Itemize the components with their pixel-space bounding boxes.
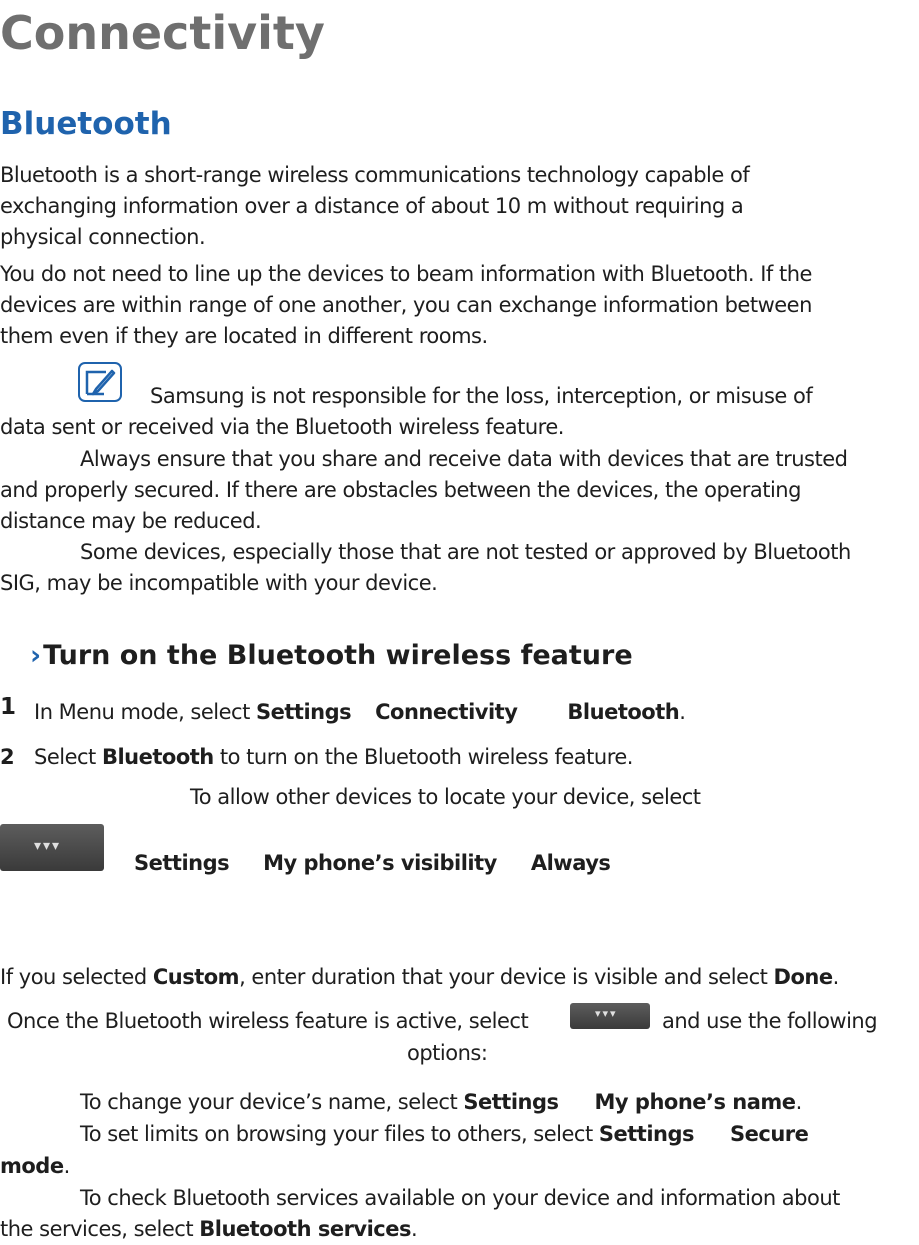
note-2-line-1: Always ensure that you share and receive data with devices that are trusted xyxy=(80,447,848,471)
step-1-text: In Menu mode, select Settings Connectivity Bluetooth. xyxy=(34,700,686,724)
option-2-line-1: To set limits on browsing your files to others, select Settings Secure xyxy=(80,1122,809,1146)
step-2-number: 2 xyxy=(0,745,15,769)
note-3-line-2: SIG, may be incompatible with your device. xyxy=(0,571,438,595)
menu-path-connectivity: Connectivity xyxy=(375,700,518,724)
option-1: To change your device’s name, select Settings My phone’s name. xyxy=(80,1090,802,1114)
option-3-line-2: the services, select Bluetooth services. xyxy=(0,1217,418,1241)
chapter-title: Connectivity xyxy=(0,6,325,60)
intro-paragraph-1: Bluetooth is a short-range wireless communications technology capable of exchanging information over a distance of about 10 m without requiring a physical connection. xyxy=(0,163,750,249)
chevron-right-icon: › xyxy=(30,640,42,671)
active-text-line-2: options: xyxy=(407,1041,488,1065)
option-2-line-2: mode. xyxy=(0,1154,70,1178)
note-2-line-2: and properly secured. If there are obstacles between the devices, the operating xyxy=(0,478,801,502)
active-text-line-1-end: and use the following xyxy=(662,1009,878,1033)
menu-path-settings: Settings xyxy=(256,700,352,724)
menu-path-bluetooth: Bluetooth xyxy=(567,700,680,724)
note-1-line-1: Samsung is not responsible for the loss, interception, or misuse of xyxy=(150,384,813,408)
section-title: Bluetooth xyxy=(0,106,172,142)
intro-paragraph-2: You do not need to line up the devices to beam information with Bluetooth. If the devices are within range of one another, you can exchange information between them even if they are located in different rooms. xyxy=(0,262,812,348)
menu-key-icon: ▾▾▾ xyxy=(0,824,104,871)
menu-key-icon-small: ▾▾▾ xyxy=(570,1003,650,1029)
note-1-line-2: data sent or received via the Bluetooth wireless feature. xyxy=(0,415,564,439)
custom-text: If you selected Custom, enter duration that your device is visible and select Done. xyxy=(0,965,839,989)
step-2-text: Select Bluetooth to turn on the Bluetooth wireless feature. xyxy=(34,745,633,769)
visibility-path: Settings My phone’s visibility Always xyxy=(134,851,611,875)
note-pencil-icon xyxy=(78,362,122,402)
option-3-line-1: To check Bluetooth services available on your device and information about xyxy=(80,1186,840,1210)
note-3-line-1: Some devices, especially those that are not tested or approved by Bluetooth xyxy=(80,540,851,564)
step-1-number: 1 xyxy=(0,694,17,720)
subsection-title: ›Turn on the Bluetooth wireless feature xyxy=(30,640,633,671)
active-text-line-1: Once the Bluetooth wireless feature is active, select xyxy=(7,1009,529,1033)
note-2-line-3: distance may be reduced. xyxy=(0,509,262,533)
step-3-text: To allow other devices to locate your device, select xyxy=(190,785,701,809)
